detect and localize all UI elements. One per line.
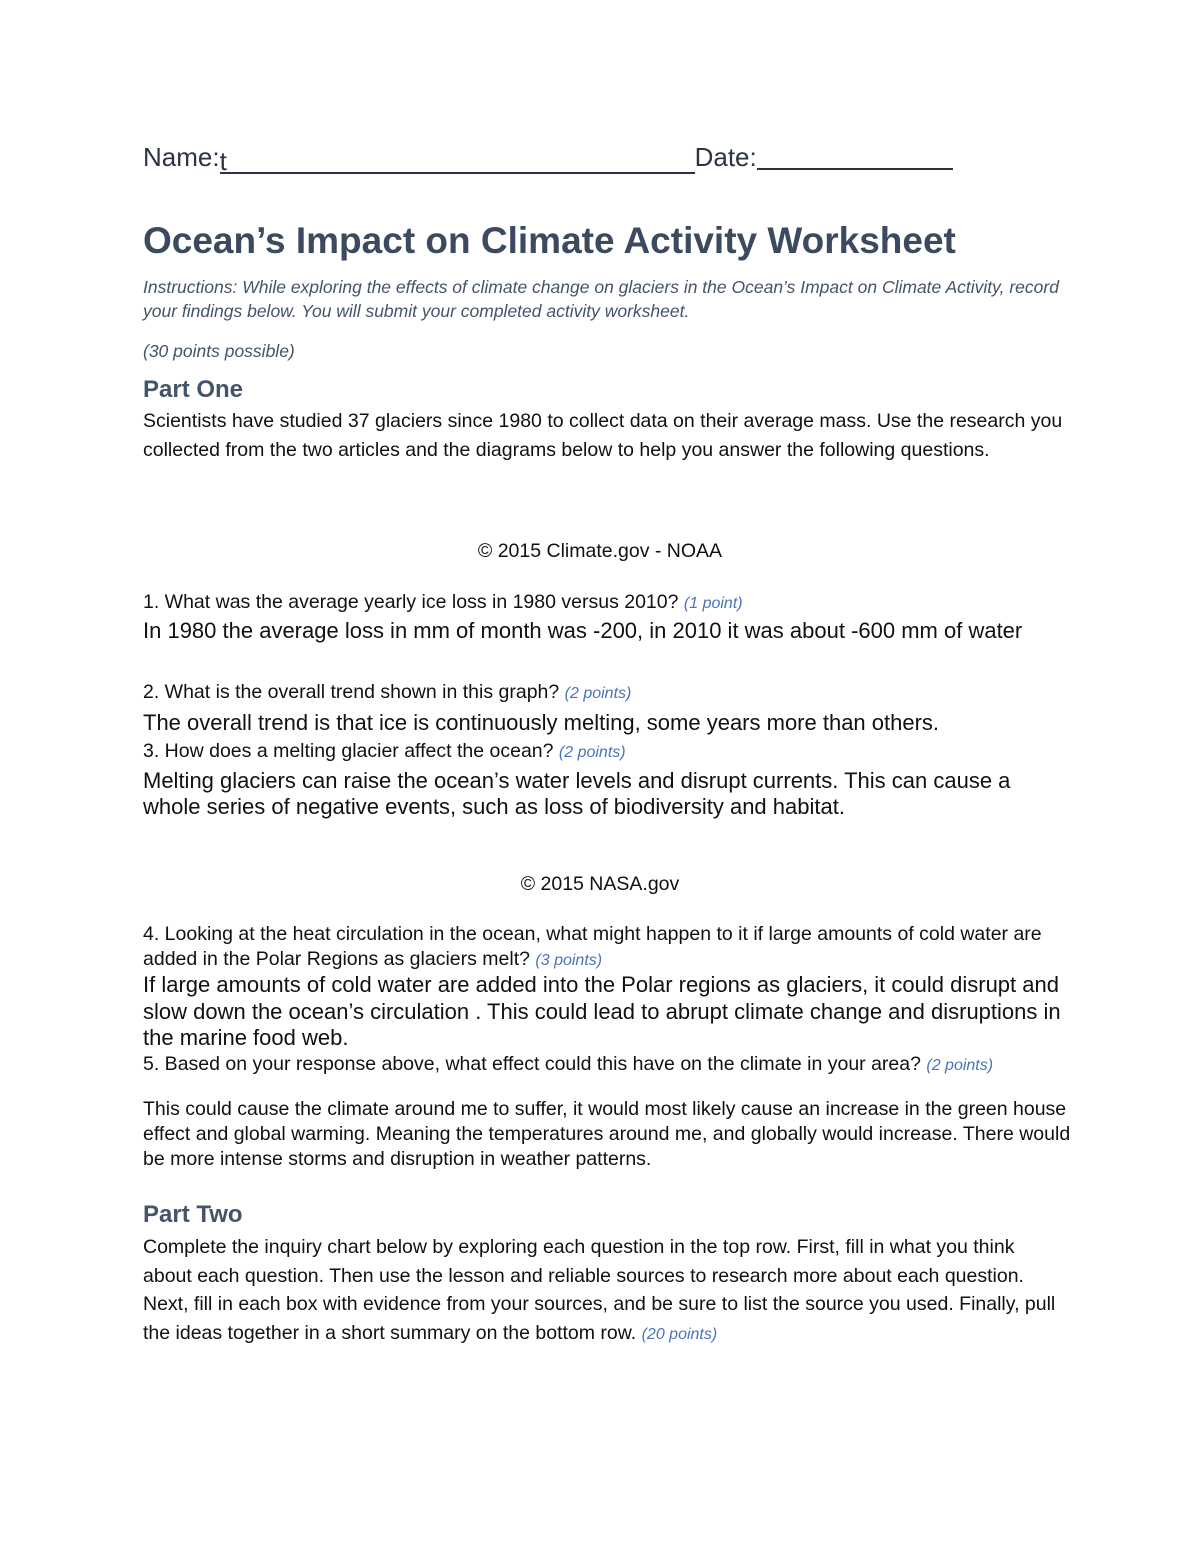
name-value: t bbox=[219, 146, 227, 176]
question-5-number: 5. bbox=[143, 1053, 160, 1075]
question-4 bbox=[143, 922, 1048, 973]
answer-3: Melting glaciers can raise the ocean’s water levels and disrupt currents. This can cause a whole series of negative events, such as loss of biodiversity and habitat. bbox=[143, 768, 1011, 819]
name-label: Name: bbox=[143, 142, 220, 172]
question-4-text: Looking at the heat circulation in the ocean, what might happen to it if large amounts of cold water are added in the Polar Regions as glaciers melt? bbox=[143, 923, 1042, 970]
part-one-intro: Scientists have studied 37 glaciers since 1980 to collect data on their average mass. Use the research you collected from the two articles and the diagrams below to help you answer the following questions. bbox=[143, 410, 1063, 461]
instructions-text: Instructions: While exploring the effects of climate change on glaciers in the Ocean’s Impact on Climate Activity, record your findings below. You will submit your completed activity worksheet. bbox=[143, 277, 1059, 321]
question-4-points: (3 points) bbox=[535, 952, 603, 969]
question-1-number: 1. bbox=[143, 591, 160, 613]
question-3-text: How does a melting glacier affect the ocean? bbox=[159, 740, 559, 762]
question-2-number: 2. bbox=[143, 681, 160, 703]
answer-4: If large amounts of cold water are added into the Polar regions as glaciers, it could disrupt and slow down the ocean’s circulation . This could lead to abrupt climate change and disruptions in the marine food web. bbox=[143, 972, 1061, 1050]
credit-nasa-gov: © 2015 NASA.gov bbox=[520, 873, 680, 895]
question-1-points: (1 point) bbox=[683, 595, 743, 612]
question-2-text: What is the overall trend shown in this graph? bbox=[159, 681, 565, 703]
part-two-points: (20 points) bbox=[641, 1325, 718, 1343]
question-5 bbox=[143, 1053, 1048, 1077]
answer-1: In 1980 the average loss in mm of month was -200, in 2010 it was about -600 mm of water bbox=[143, 618, 1023, 643]
part-one-heading: Part One bbox=[143, 376, 244, 403]
name-field[interactable] bbox=[220, 146, 695, 174]
question-3-points: (2 points) bbox=[558, 744, 626, 761]
page-title: Ocean’s Impact on Climate Activity Worksheet bbox=[143, 220, 956, 261]
question-5-text: Based on your response above, what effect could this have on the climate in your area? bbox=[159, 1053, 927, 1075]
name-date-line bbox=[143, 142, 953, 174]
question-4-number: 4. bbox=[143, 923, 160, 945]
question-1-text: What was the average yearly ice loss in 1980 versus 2010? bbox=[159, 591, 684, 613]
date-label: Date: bbox=[694, 142, 757, 172]
answer-5: This could cause the climate around me to suffer, it would most likely cause an increase in the green house effect and global warming. Meaning the temperatures around me, and globally would increase. There would be more intense storms and disruption in weather patterns. bbox=[143, 1098, 1071, 1170]
question-2 bbox=[143, 681, 631, 704]
points-possible-text: (30 points possible) bbox=[143, 341, 295, 361]
part-two-text bbox=[143, 1233, 1063, 1349]
answer-2: The overall trend is that ice is continuously melting, some years more than others. bbox=[143, 710, 940, 735]
date-field[interactable] bbox=[757, 142, 953, 170]
part-two-instructions: Complete the inquiry chart below by exploring each question in the top row. First, fill in what you think about each question. Then use the lesson and reliable sources to research more about each question. Next, fill in each box with evidence from your sources, and be sure to list the source you used. Finally, pull the ideas together in a short summary on the bottom row. bbox=[143, 1236, 1056, 1344]
question-3 bbox=[143, 740, 626, 763]
part-two-heading: Part Two bbox=[143, 1201, 243, 1228]
credit-climate-gov: © 2015 Climate.gov - NOAA bbox=[477, 540, 723, 562]
question-5-points: (2 points) bbox=[926, 1057, 994, 1074]
question-3-number: 3. bbox=[143, 740, 160, 762]
question-1 bbox=[143, 591, 743, 614]
question-2-points: (2 points) bbox=[564, 685, 632, 702]
